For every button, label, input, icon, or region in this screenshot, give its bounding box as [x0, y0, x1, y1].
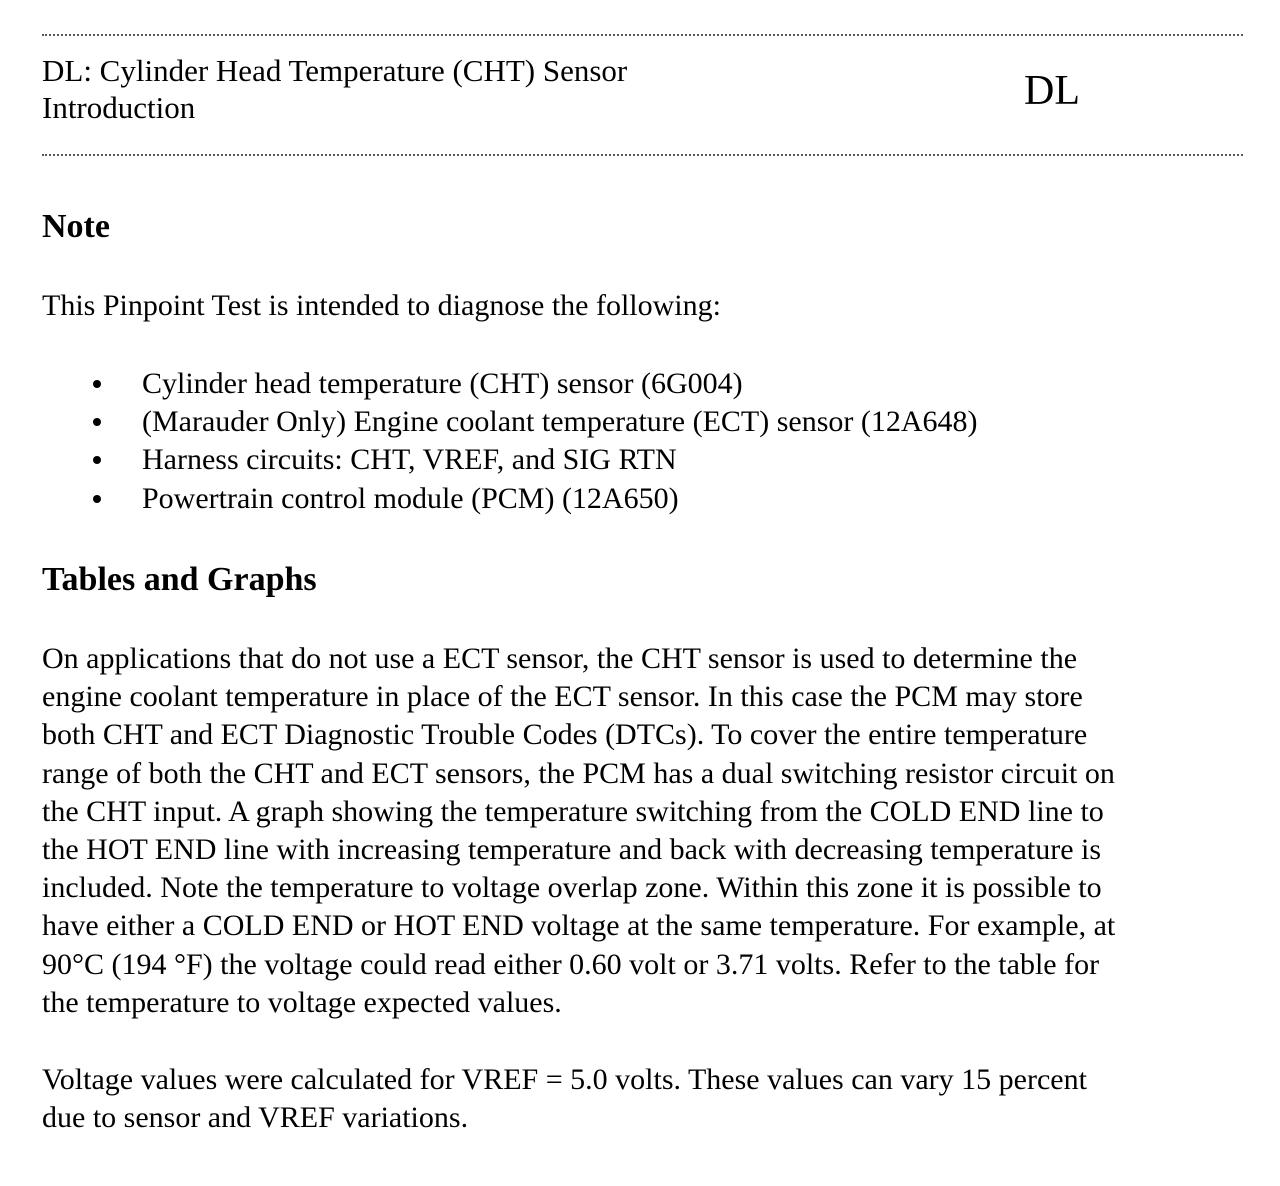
paragraph-line: the HOT END line with increasing temperature and back with decreasing temperature is [42, 833, 1102, 867]
document-title-line-1: DL: Cylinder Head Temperature (CHT) Sensor [42, 53, 628, 88]
header-bottom-rule [42, 154, 1243, 156]
note-heading: Note [42, 208, 110, 245]
paragraph-line: 90°C (194 °F) the voltage could read either 0.60 volt or 3.71 volts. Refer to the table for [42, 947, 1100, 981]
paragraph-line: On applications that do not use a ECT sensor, the CHT sensor is used to determine the [42, 642, 1078, 675]
paragraph-line: have either a COLD END or HOT END voltage at the same temperature. For example, at [42, 909, 1116, 943]
list-item-text: Cylinder head temperature (CHT) sensor (6G004) [142, 367, 743, 400]
note-intro: This Pinpoint Test is intended to diagnose the following: [42, 289, 721, 322]
list-item [42, 441, 978, 479]
paragraph-line: the CHT input. A graph showing the temperature switching from the COLD END line to [42, 794, 1104, 828]
paragraph-line: range of both the CHT and ECT sensors, the PCM has a dual switching resistor circuit on [42, 756, 1115, 790]
header-top-rule [42, 34, 1243, 36]
paragraph-line: the temperature to voltage expected values. [42, 985, 562, 1019]
bullet-icon [93, 418, 101, 426]
paragraph-line: included. Note the temperature to voltage overlap zone. Within this zone it is possible to [42, 871, 1102, 905]
list-item [42, 403, 978, 441]
list-item [42, 480, 978, 518]
paragraph-line: engine coolant temperature in place of the ECT sensor. In this case the PCM may store [42, 680, 1083, 714]
bullet-icon [93, 495, 101, 503]
tables-graphs-paragraph [42, 640, 1247, 1022]
document-title [42, 52, 942, 126]
list-item-text: Powertrain control module (PCM) (12A650) [142, 481, 679, 515]
voltage-note-paragraph [42, 1061, 1247, 1137]
paragraph-line: both CHT and ECT Diagnostic Trouble Codes (DTCs). To cover the entire temperature [42, 718, 1088, 752]
section-code: DL [1024, 68, 1080, 114]
document-title-line-2: Introduction [42, 90, 196, 125]
paragraph-line: due to sensor and VREF variations. [42, 1101, 469, 1135]
paragraph-line: Voltage values were calculated for VREF = 5.0 volts. These values can vary 15 percent [42, 1063, 1087, 1096]
diagnose-list [42, 365, 978, 518]
bullet-icon [93, 456, 101, 464]
list-item-text: (Marauder Only) Engine coolant temperature (ECT) sensor (12A648) [142, 405, 978, 439]
list-item [42, 365, 978, 403]
bullet-icon [93, 380, 101, 388]
tables-graphs-heading: Tables and Graphs [42, 561, 317, 598]
list-item-text: Harness circuits: CHT, VREF, and SIG RTN [142, 443, 677, 477]
